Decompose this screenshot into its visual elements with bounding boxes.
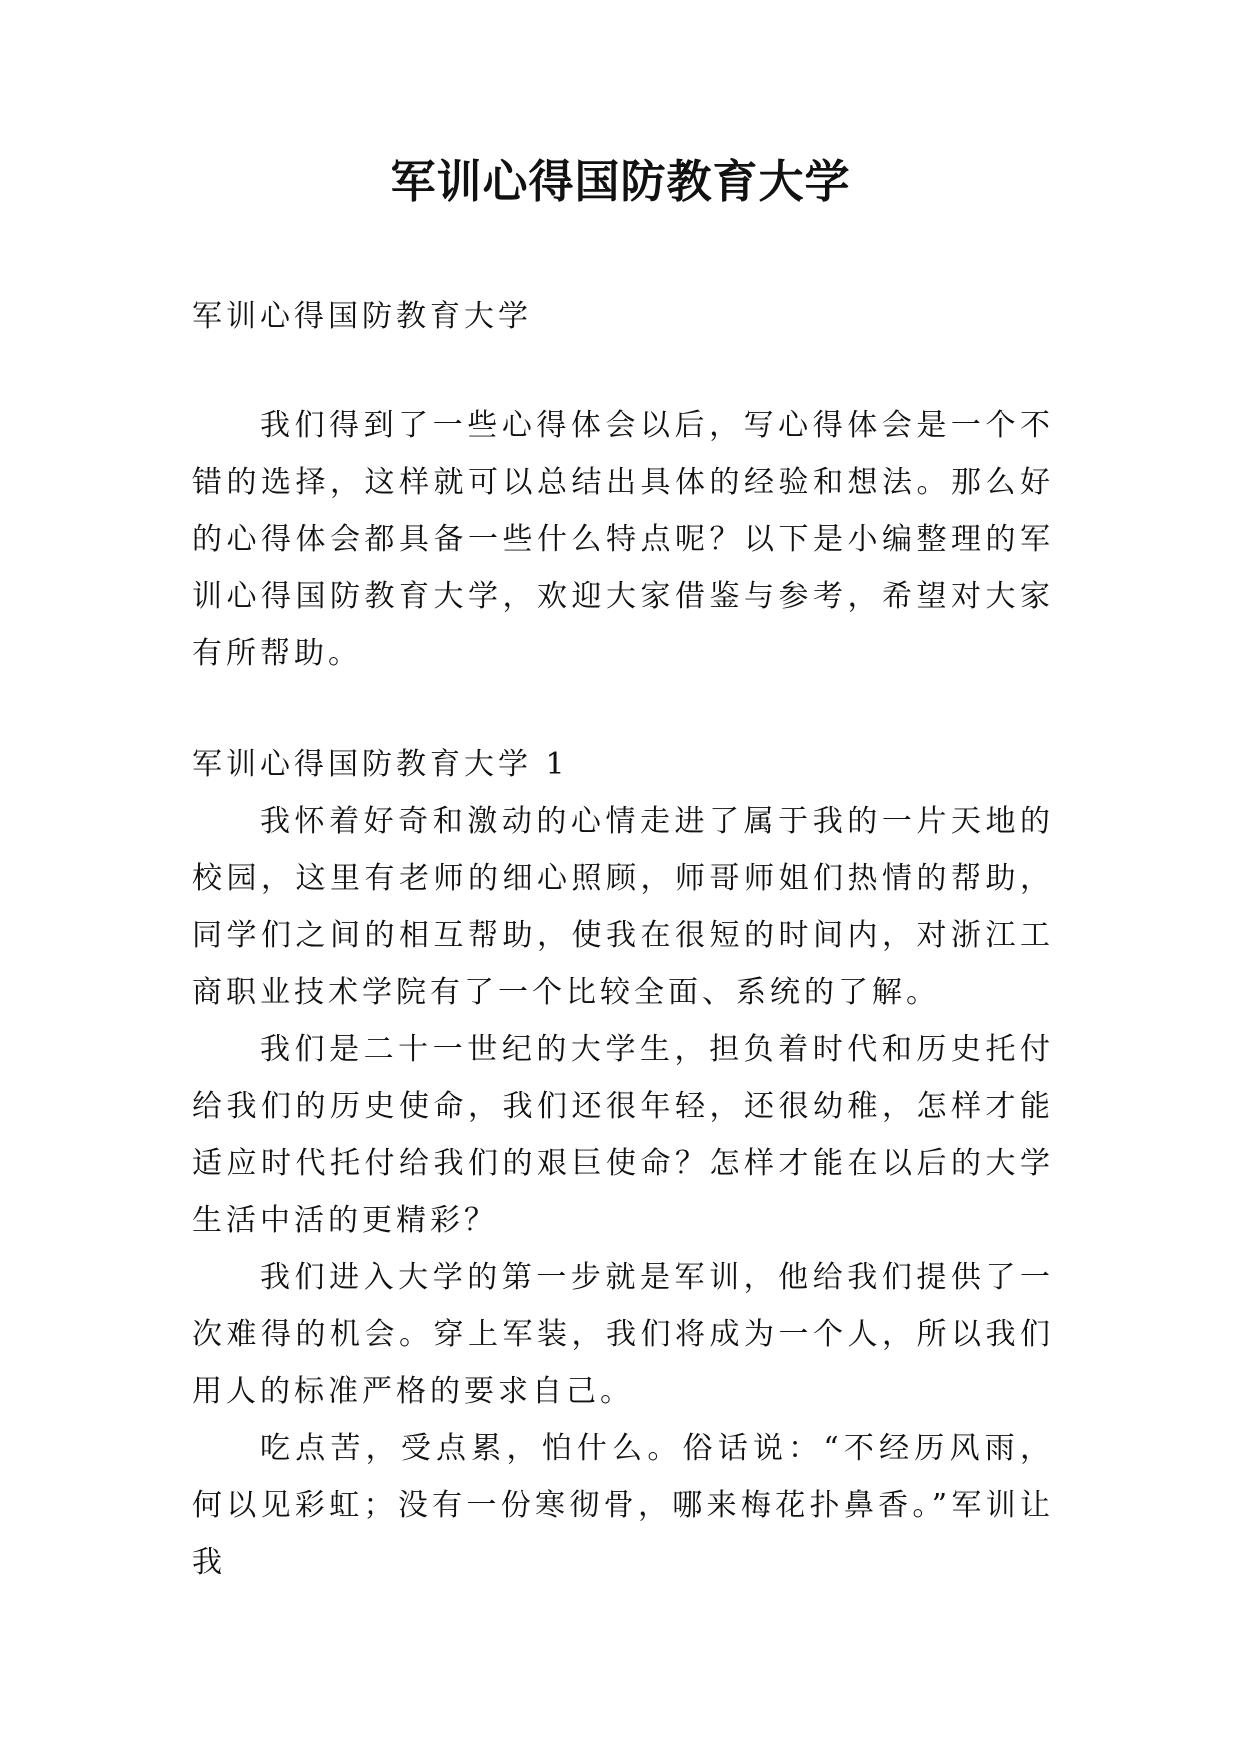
spacer bbox=[192, 345, 1054, 397]
document-title: 军训心得国防教育大学 bbox=[390, 155, 851, 208]
intro-paragraph: 我们得到了一些心得体会以后，写心得体会是一个不错的选择，这样就可以总结出具体的经验和想法。那么好的心得体会都具备一些什么特点呢？以下是小编整理的军训心得国防教育大学，欢迎大家借鉴与参考，希望对大家有所帮助。 bbox=[192, 408, 1054, 671]
section-paragraph: 我怀着好奇和激动的心情走进了属于我的一片天地的校园，这里有老师的细心照顾，师哥师姐们热情的帮助，同学们之间的相互帮助，使我在很短的时间内，对浙江工商职业技术学院有了一个比较全面、系统的了解。 bbox=[192, 804, 1054, 1010]
section-heading: 军训心得国防教育大学 1 bbox=[192, 747, 569, 782]
spacer bbox=[192, 682, 1054, 736]
section-paragraph: 吃点苦，受点累，怕什么。俗话说：“不经历风雨，何以见彩虹；没有一份寒彻骨，哪来梅花扑鼻香。”军训让我 bbox=[192, 1431, 1054, 1580]
section-paragraph: 我们是二十一世纪的大学生，担负着时代和历史托付给我们的历史使命，我们还很年轻，还很幼稚，怎样才能适应时代托付给我们的艰巨使命？怎样才能在以后的大学生活中活的更精彩？ bbox=[192, 1032, 1054, 1238]
document-body bbox=[192, 288, 1054, 1591]
document-subtitle: 军训心得国防教育大学 bbox=[192, 299, 532, 334]
section-paragraph: 我们进入大学的第一步就是军训，他给我们提供了一次难得的机会。穿上军装，我们将成为一个人，所以我们用人的标准严格的要求自己。 bbox=[192, 1260, 1054, 1409]
